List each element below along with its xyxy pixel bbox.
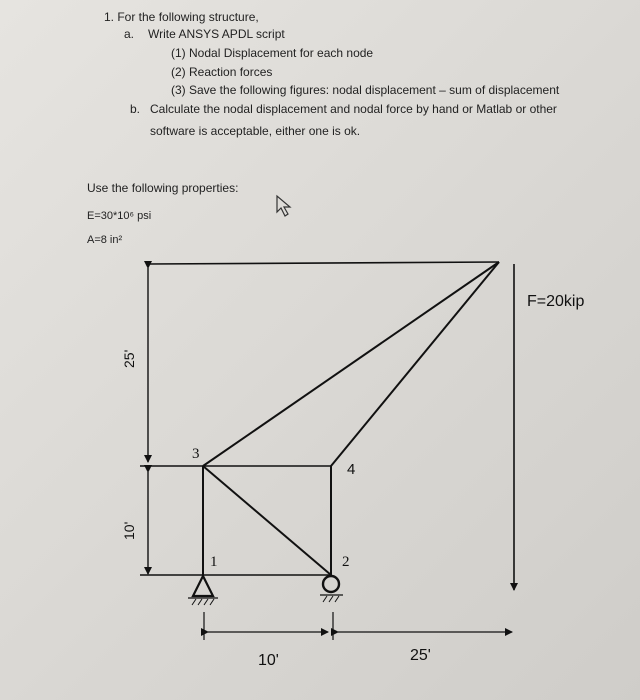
node-label-2: 2: [342, 554, 350, 570]
roller-support: [320, 576, 343, 602]
node-label-4: 4: [347, 461, 356, 478]
top-extension-line: [148, 262, 499, 264]
property-A: A=8 in²: [87, 234, 123, 246]
member-3-load: [203, 262, 499, 466]
part-a-text: Write ANSYS APDL script: [148, 27, 285, 41]
cursor-icon: [277, 196, 290, 216]
part-a-marker: a.: [124, 27, 135, 41]
pin-support: [188, 576, 218, 605]
dim-horizontal-right-label: 25': [410, 647, 431, 664]
item-1: (1) Nodal Displacement for each node: [171, 46, 374, 60]
dim-vertical-top-label: 25': [121, 349, 137, 368]
node-label-3: 3: [192, 446, 200, 462]
part-b-line1: Calculate the nodal displacement and nodal force by hand or Matlab or other: [150, 102, 557, 116]
member-3-2: [203, 466, 331, 575]
item-2: (2) Reaction forces: [171, 65, 273, 79]
part-b-line2: software is acceptable, either one is ok.: [150, 124, 361, 138]
properties-heading: Use the following properties:: [87, 181, 239, 195]
part-b-marker: b.: [130, 102, 141, 116]
problem-heading: 1. For the following structure,: [104, 10, 259, 24]
member-4-load: [331, 262, 499, 466]
item-3: (3) Save the following figures: nodal displacement – sum of displacement: [171, 83, 560, 97]
property-E: E=30*10⁶ psi: [87, 210, 152, 222]
force-label: F=20kip: [527, 293, 585, 310]
node-label-1: 1: [210, 554, 218, 570]
dim-horizontal-left-label: 10': [258, 652, 279, 669]
dim-vertical-bottom-label: 10': [121, 521, 137, 540]
